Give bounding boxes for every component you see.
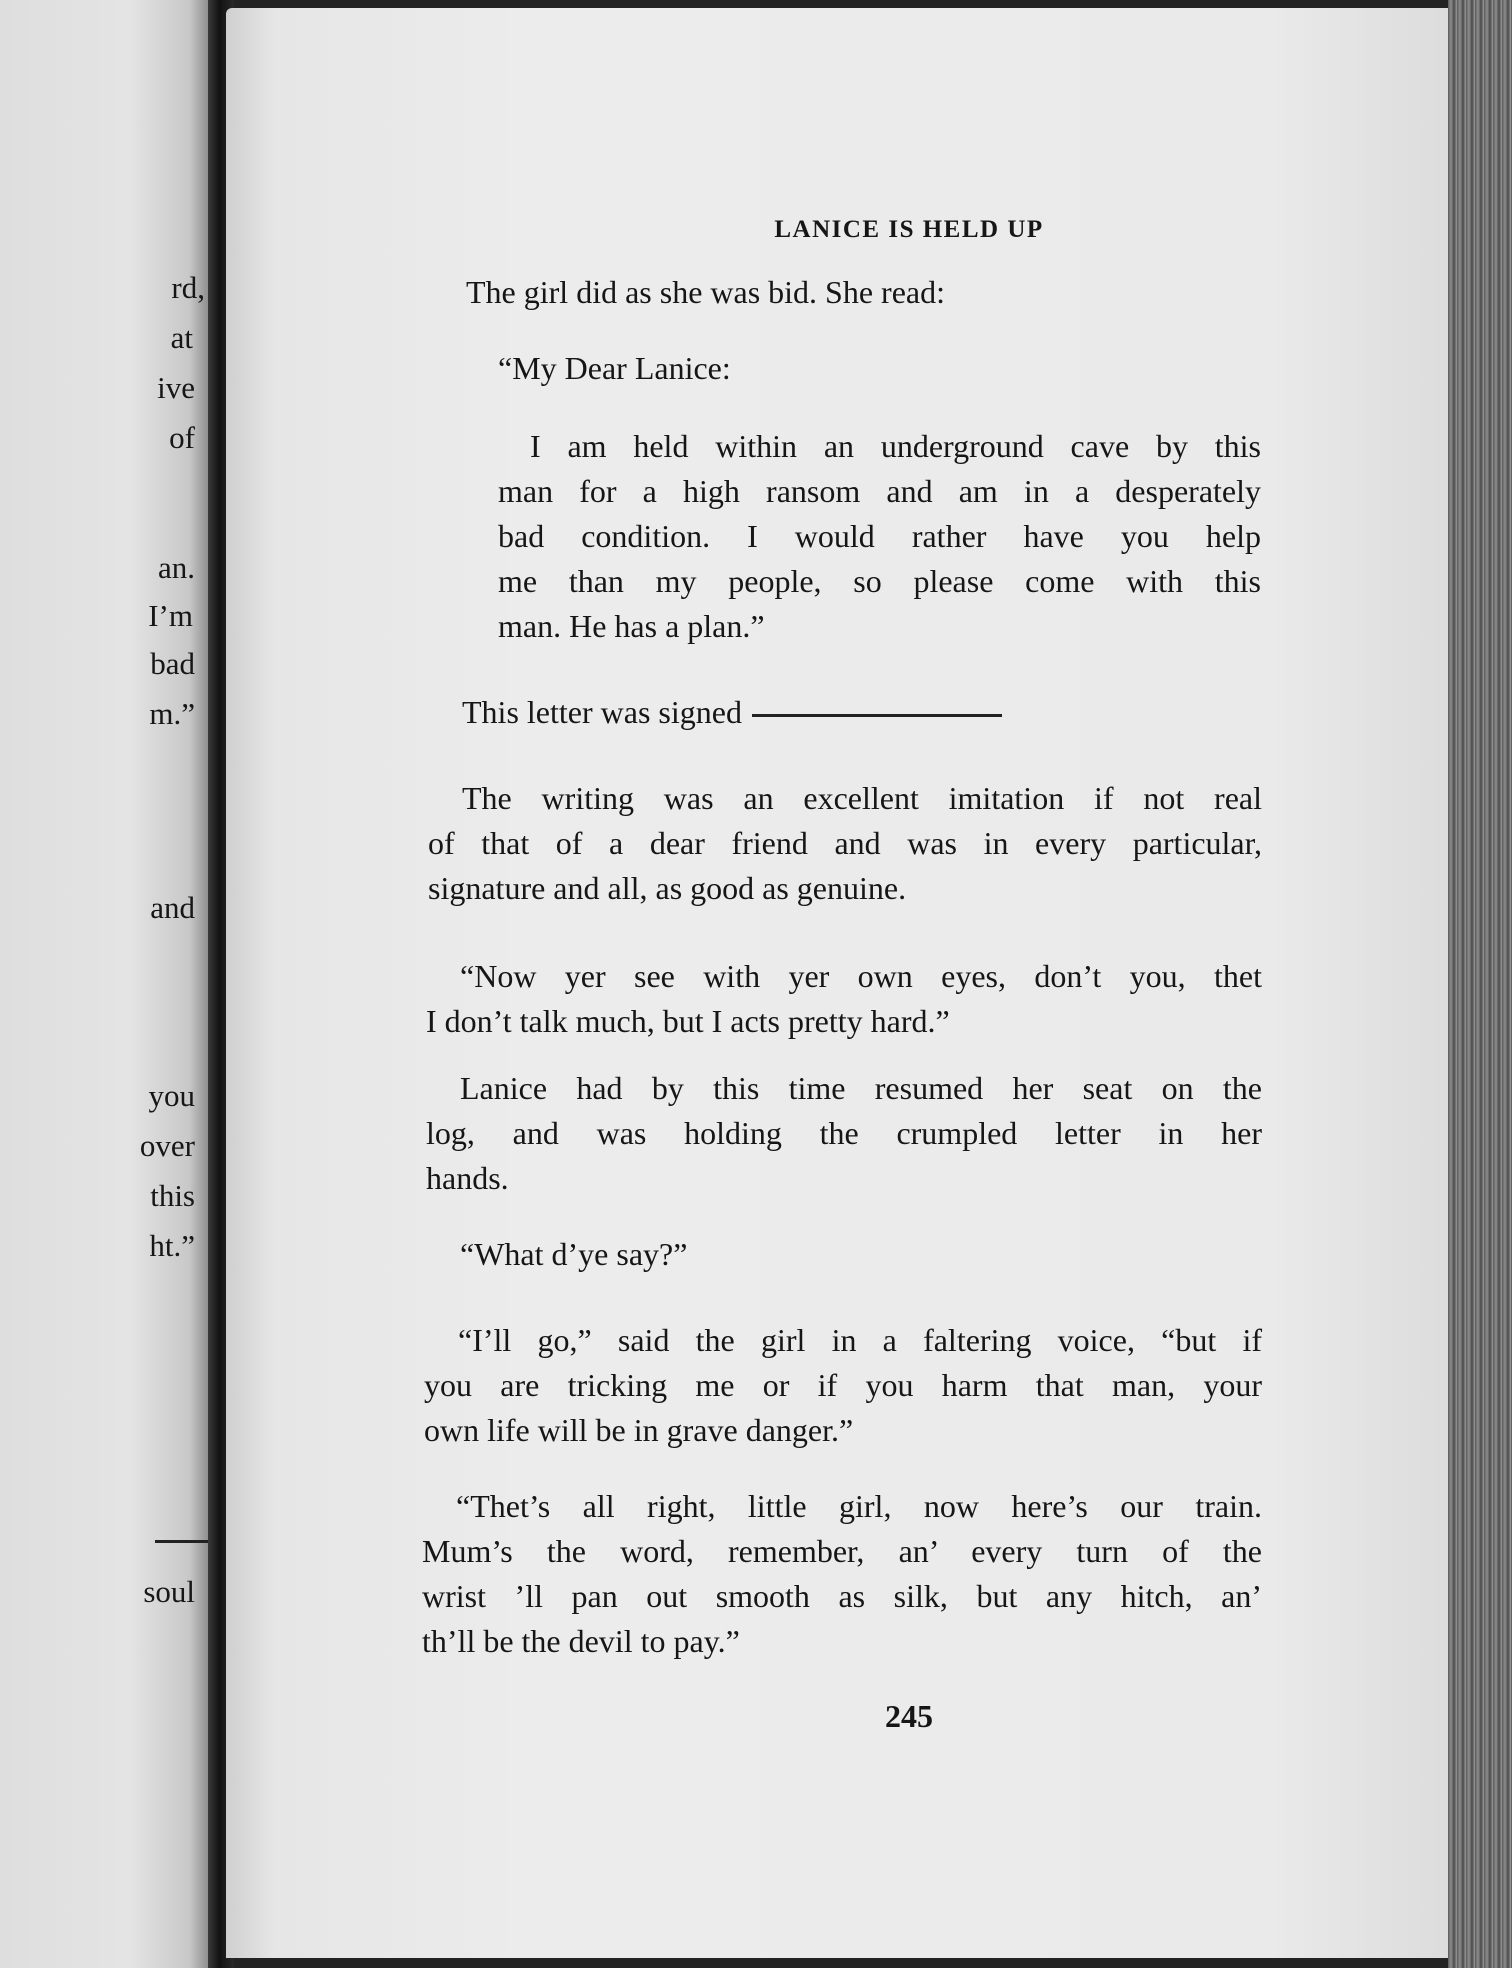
text-line: wrist ’ll pan out smooth as silk, but any hitch, an’ (422, 1578, 1262, 1614)
text-line: own life will be in grave danger.” (424, 1412, 854, 1448)
text-line: “Now yer see with yer own eyes, don’t you, thet (460, 958, 1262, 994)
text-line: I don’t talk much, but I acts pretty hard.” (426, 1003, 950, 1039)
signature-blank (752, 714, 1002, 717)
page-number: 245 (885, 1698, 933, 1734)
facing-page-line: m.” (149, 696, 195, 731)
text-line: The girl did as she was bid. She read: (466, 274, 945, 310)
paragraph (426, 1066, 1262, 1201)
facing-page-line: ive (157, 370, 195, 405)
facing-page-line: bad (150, 646, 195, 681)
text-line: Mum’s the word, remember, an’ every turn of the (422, 1533, 1262, 1569)
letter-signature-line (462, 690, 1162, 735)
paragraph (428, 776, 1262, 911)
paragraph (466, 270, 1166, 315)
facing-page-line: over (139, 1128, 195, 1163)
text-line: Lanice had by this time resumed her seat on the (460, 1070, 1262, 1106)
paragraph (424, 1318, 1262, 1453)
facing-page-line: an. (157, 550, 195, 585)
facing-page-line: you (148, 1078, 195, 1113)
text-line: I am held within an underground cave by this (530, 428, 1261, 464)
letter-body (498, 424, 1261, 649)
book-page (226, 8, 1452, 1958)
text-line: signature and all, as good as genuine. (428, 870, 907, 906)
text-line: log, and was holding the crumpled letter in her (426, 1115, 1262, 1151)
facing-page-line: at (170, 320, 193, 355)
facing-page-rule (155, 1540, 215, 1543)
text-line: man. He has a plan.” (498, 608, 765, 644)
text-line: hands. (426, 1160, 509, 1196)
text-line: This letter was signed (462, 694, 742, 730)
text-line: of that of a dear friend and was in every particular, (428, 825, 1262, 861)
paragraph (422, 1484, 1262, 1664)
text-line: th’ll be the devil to pay.” (422, 1623, 740, 1659)
facing-page-line: rd, (171, 270, 205, 305)
text-line: “I’ll go,” said the girl in a faltering voice, “but if (458, 1322, 1262, 1358)
text-line: man for a high ransom and am in a desperately (498, 473, 1261, 509)
text-line: “My Dear Lanice: (498, 350, 731, 386)
facing-page-line: of (169, 420, 195, 455)
text-line: The writing was an excellent imitation if not real (462, 780, 1262, 816)
text-line: “Thet’s all right, little girl, now here’s our train. (456, 1488, 1262, 1524)
text-line: “What d’ye say?” (460, 1236, 688, 1272)
facing-page-line: and (150, 890, 195, 925)
page-edges (1448, 0, 1512, 1968)
text-line: me than my people, so please come with this (498, 563, 1261, 599)
paragraph (426, 954, 1262, 1044)
facing-page-line: I’m (148, 598, 193, 633)
facing-page-line: soul (143, 1574, 195, 1609)
running-head: LANICE IS HELD UP (774, 216, 1044, 243)
text-line-with-blank (462, 690, 1162, 735)
text-line: bad condition. I would rather have you help (498, 518, 1261, 554)
facing-page-line: this (150, 1178, 195, 1213)
letter-salutation (498, 346, 998, 391)
paragraph (460, 1232, 960, 1277)
text-line: you are tricking me or if you harm that man, your (424, 1367, 1262, 1403)
facing-page-line: ht.” (149, 1228, 195, 1263)
facing-page-fragment (0, 0, 215, 1968)
